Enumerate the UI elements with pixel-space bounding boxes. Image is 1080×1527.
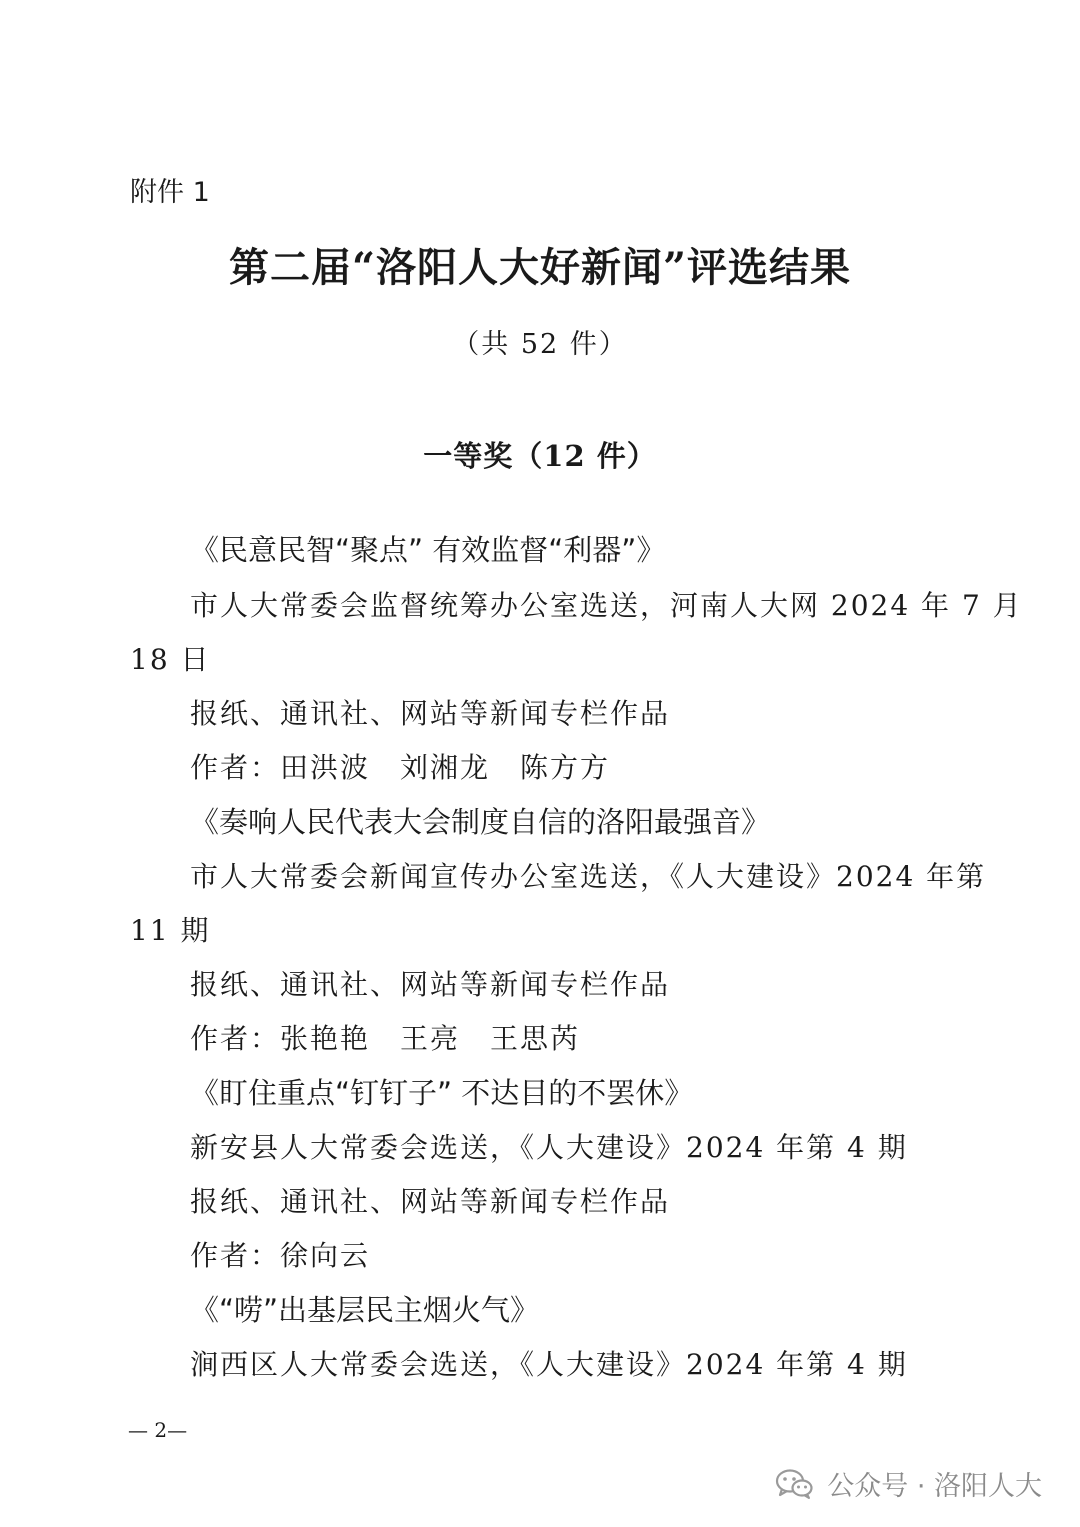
entry-authors: 作者：张艳艳 王亮 王思芮 (190, 1022, 581, 1055)
entry-title: 《民意民智“聚点” 有效监督“利器”》 (190, 533, 666, 567)
page-title: 第二届“洛阳人大好新闻”评选结果 (228, 244, 851, 291)
entry-source: 新安县人大常委会选送，《人大建设》2024 年第 4 期 (190, 1131, 908, 1164)
watermark-text: 公众号 · 洛阳人大 (827, 1471, 1042, 1502)
page-number: — 2— (128, 1418, 188, 1442)
total-count: （共 52 件） (452, 329, 628, 360)
entry-category: 报纸、通讯社、网站等新闻专栏作品 (190, 1185, 671, 1218)
entry-title: 《奏响人民代表大会制度自信的洛阳最强音》 (190, 805, 771, 839)
entry-source-continued: 18 日 (130, 643, 211, 676)
entry-category: 报纸、通讯社、网站等新闻专栏作品 (190, 968, 671, 1001)
watermark (775, 1464, 1042, 1503)
entry-source: 涧西区人大常委会选送，《人大建设》2024 年第 4 期 (190, 1348, 908, 1381)
entry-category: 报纸、通讯社、网站等新闻专栏作品 (190, 697, 671, 730)
entry-source-continued: 11 期 (130, 914, 211, 947)
entry-source: 市人大常委会监督统筹办公室选送，河南人大网 2024 年 7 月 (190, 589, 1023, 622)
entry-title: 《盯住重点“钉钉子” 不达目的不罢休》 (190, 1076, 694, 1110)
wechat-icon (775, 1468, 813, 1500)
entry-title: 《“唠”出基层民主烟火气》 (190, 1293, 540, 1327)
award-heading: 一等奖（12 件） (423, 439, 657, 473)
attachment-label: 附件 1 (130, 177, 210, 208)
entry-authors: 作者：田洪波 刘湘龙 陈方方 (190, 751, 611, 784)
entry-source: 市人大常委会新闻宣传办公室选送，《人大建设》2024 年第 (190, 860, 987, 893)
entry-authors: 作者：徐向云 (190, 1239, 371, 1272)
